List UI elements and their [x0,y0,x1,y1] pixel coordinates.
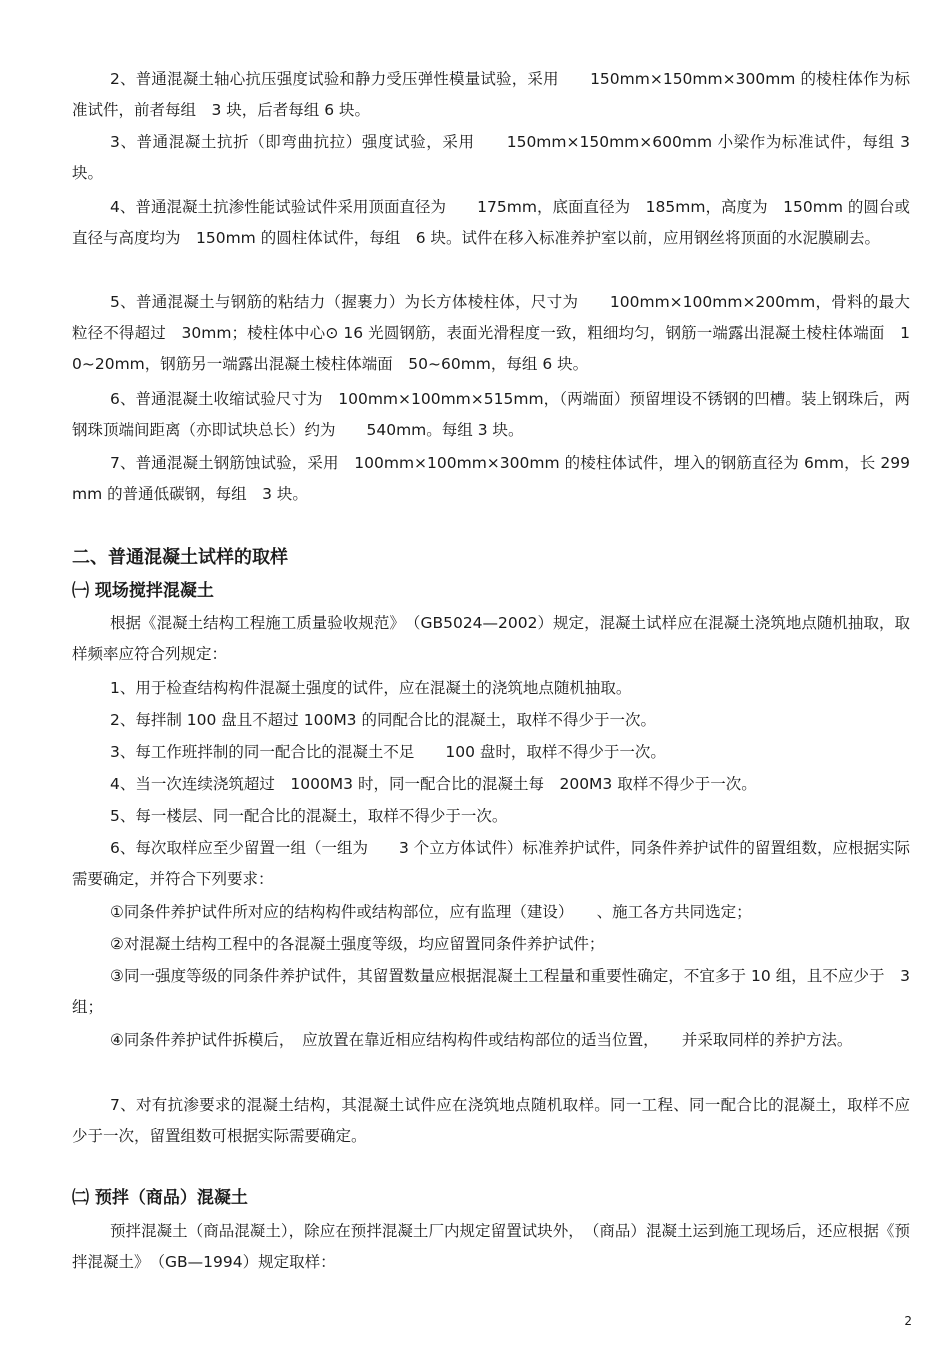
sub-item-3: ③同一强度等级的同条件养护试件，其留置数量应根据混凝土工程量和重要性确定，不宜多于 10 组，且不应少于 3 组； [72,967,910,1016]
sub-item-1: ①同条件养护试件所对应的结构构件或结构部位，应有监理（建设） 、施工各方共同选定； [110,903,752,921]
intro-item-7: 7、普通混凝土钢筋蚀试验，采用 100mm×100mm×300mm 的棱柱体试件，埋入的钢筋直径为 6mm，长 299mm 的普通低碳钢，每组 3 块。 [72,454,910,503]
sampling-item-1: 1、用于检查结构构件混凝土强度的试件，应在混凝土的浇筑地点随机抽取。 [110,679,632,697]
sub-item-4: ④同条件养护试件拆模后， 应放置在靠近相应结构构件或结构部位的适当位置， 并采取同样的养护方法。 [110,1031,853,1049]
sub-two-intro: 预拌混凝土（商品混凝土），除应在预拌混凝土厂内规定留置试块外， （商品）混凝土运到施工现场后，还应根据《预拌混凝土》 （GB—1994）规定取样： [72,1222,910,1271]
intro-item-2: 2、普通混凝土轴心抗压强度试验和静力受压弹性模量试验，采用 150mm×150mm×300mm 的棱柱体作为标准试件，前者每组 3 块，后者每组 6 块。 [72,70,910,119]
sub-one-title: ㈠ 现场搅拌混凝土 [72,581,214,601]
section-two-title: 二、普通混凝土试样的取样 [72,547,288,568]
sampling-item-5: 5、每一楼层、同一配合比的混凝土，取样不得少于一次。 [110,807,508,825]
sampling-item-6: 6、每次取样应至少留置一组（一组为 3 个立方体试件）标准养护试件，同条件养护试件的留置组数，应根据实际需要确定，并符合下列要求： [72,839,910,888]
sampling-item-2: 2、每拌制 100 盘且不超过 100M3 的同配合比的混凝土，取样不得少于一次。 [110,711,656,729]
sampling-item-3: 3、每工作班拌制的同一配合比的混凝土不足 100 盘时，取样不得少于一次。 [110,743,666,761]
intro-item-6: 6、普通混凝土收缩试验尺寸为 100mm×100mm×515mm，（两端面）预留埋设不锈钢的凹槽。装上钢珠后，两钢珠顶端间距离（亦即试块总长）约为 540mm。每组 3 块。 [72,390,910,439]
sampling-item-7: 7、对有抗渗要求的混凝土结构，其混凝土试件应在浇筑地点随机取样。同一工程、同一配合比的混凝土，取样不应少于一次，留置组数可根据实际需要确定。 [72,1096,910,1145]
sub-two-title: ㈡ 预拌（商品）混凝土 [72,1188,248,1208]
intro-item-4: 4、普通混凝土抗渗性能试验试件采用顶面直径为 175mm，底面直径为 185mm，高度为 150mm 的圆台或直径与高度均为 150mm 的圆柱体试件，每组 6 块。试件在移入标准养护室以前，应用钢丝将顶面的水泥膜刷去。 [72,198,910,247]
sub-item-2: ②对混凝土结构工程中的各混凝土强度等级，均应留置同条件养护试件； [110,935,605,953]
intro-item-3: 3、普通混凝土抗折（即弯曲抗拉）强度试验，采用 150mm×150mm×600mm 小梁作为标准试件，每组 3 块。 [72,133,910,182]
sampling-item-4: 4、当一次连续浇筑超过 1000M3 时，同一配合比的混凝土每 200M3 取样不得少于一次。 [110,775,757,793]
intro-item-5: 5、普通混凝土与钢筋的粘结力（握裹力）为长方体棱柱体，尺寸为 100mm×100mm×200mm，骨料的最大粒径不得超过 30mm；棱柱体中心⊙ 16 光圆钢筋，表面光滑程度一致，粗细均匀，钢筋一端露出混凝土棱柱体端面 10~20mm，钢筋另一端露出混凝土棱柱体端面 50~60mm，每组 6 块。 [72,293,910,373]
page-number: 2 [904,1314,912,1328]
sub-one-intro: 根据《混凝土结构工程施工质量验收规范》 （GB5024—2002）规定，混凝土试样应在混凝土浇筑地点随机抽取，取样频率应符合列规定： [72,614,910,663]
